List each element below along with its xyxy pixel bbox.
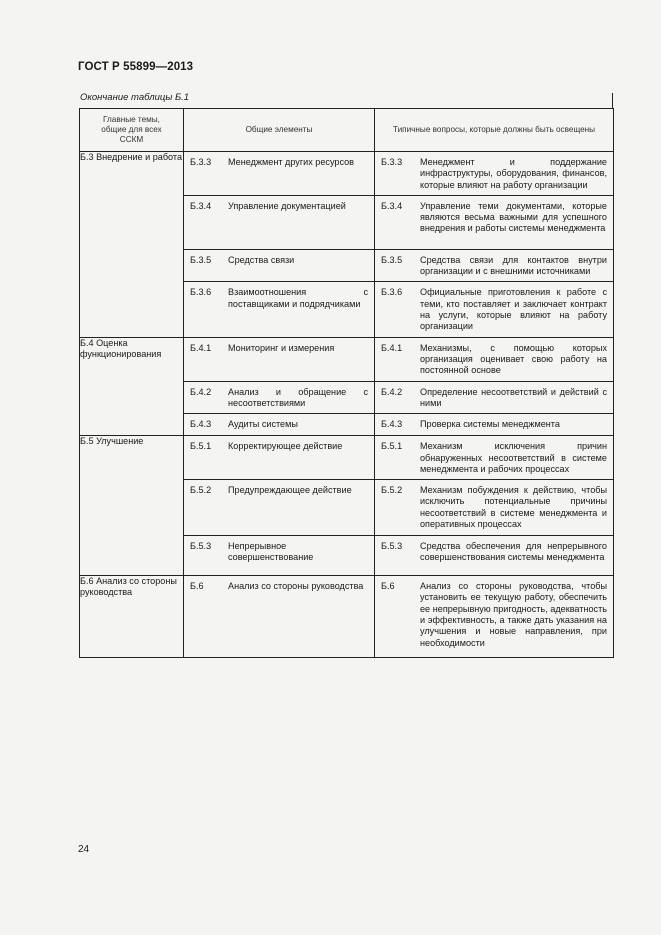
theme-cell	[80, 152, 184, 338]
element-entry	[184, 480, 374, 500]
question-code: Б.4.3	[381, 419, 403, 430]
caption-rule	[612, 93, 613, 108]
question-entry	[375, 250, 613, 282]
element-cell	[184, 282, 375, 337]
question-text: Официальные приготовления к работе с теми, кто поставляет и заключает контракт на услуги, которые влияют на работу организации	[420, 287, 607, 332]
element-text: Анализ со стороны руководства	[228, 581, 364, 592]
question-cell	[375, 152, 614, 196]
element-entry	[184, 338, 374, 358]
element-cell	[184, 381, 375, 414]
element-cell	[184, 152, 375, 196]
column-header-questions: Типичные вопросы, которые должны быть освещены	[375, 109, 614, 152]
theme-cell	[80, 436, 184, 576]
element-cell	[184, 414, 375, 436]
table-header-row	[80, 109, 614, 152]
element-code: Б.3.5	[190, 254, 212, 265]
question-entry	[375, 196, 613, 239]
question-text: Механизмы, с помощью которых организация оценивает свою работу на постоянной основе	[420, 342, 607, 376]
question-entry	[375, 480, 613, 534]
table-row	[80, 436, 614, 480]
question-entry	[375, 436, 613, 479]
theme-label: Б.3 Внедрение и работа	[80, 152, 183, 162]
element-code: Б.4.1	[190, 342, 212, 353]
table-row	[80, 576, 614, 658]
question-code: Б.3.5	[381, 254, 403, 265]
page-number: 24	[78, 844, 90, 855]
element-cell	[184, 249, 375, 282]
element-code: Б.6	[190, 581, 204, 592]
element-cell	[184, 536, 375, 576]
element-code: Б.5.1	[190, 441, 212, 452]
element-text: Непрерывное совершенствование	[228, 541, 314, 563]
element-text: Аудиты системы	[228, 419, 298, 430]
question-text: Средства связи для контактов внутри организации и с внешними источниками	[420, 254, 607, 277]
question-code: Б.5.1	[381, 441, 403, 452]
question-cell	[375, 536, 614, 576]
element-text: Предупреждающее действие	[228, 485, 352, 496]
element-code: Б.3.3	[190, 157, 212, 167]
question-text: Анализ со стороны руководства, чтобы установить ее текущую работу, обеспечить ее непрерывную пригодность, адекватность и эффективность, а также дать указания на улучшения и новые направления, при необходимости	[420, 581, 607, 648]
question-entry	[375, 382, 613, 414]
question-text: Проверка системы менеджмента	[420, 419, 560, 430]
element-cell	[184, 436, 375, 480]
table-body	[80, 152, 614, 658]
question-entry	[375, 414, 613, 434]
theme-cell	[80, 576, 184, 658]
question-cell	[375, 381, 614, 414]
element-entry	[184, 576, 374, 596]
question-entry	[375, 536, 613, 568]
question-text: Определение несоответствий и действий с ними	[420, 386, 607, 408]
question-text: Механизм исключения причин обнаруженных несоответствий в системе менеджмента и рабочих процессах	[420, 441, 607, 474]
question-code: Б.3.6	[381, 287, 403, 298]
requirements-table	[79, 108, 614, 658]
question-text: Средства обеспечения для непрерывного совершенствования системы менеджмента	[420, 541, 607, 563]
question-entry	[375, 338, 613, 381]
element-entry	[184, 536, 374, 568]
theme-cell	[80, 337, 184, 436]
question-entry	[375, 152, 613, 195]
element-text: Анализ и обращение с несоответствиями	[228, 386, 368, 408]
question-code: Б.5.3	[381, 541, 403, 552]
element-text: Управление документацией	[228, 200, 346, 211]
element-entry	[184, 152, 374, 172]
element-text: Менеджмент других ресурсов	[228, 157, 355, 167]
question-cell	[375, 436, 614, 480]
element-entry	[184, 436, 374, 456]
element-text: Мониторинг и измерения	[228, 342, 335, 353]
element-entry	[184, 414, 374, 434]
question-code: Б.4.2	[381, 386, 403, 397]
question-cell	[375, 480, 614, 536]
element-text: Корректирующее действие	[228, 441, 343, 452]
element-text: Средства связи	[228, 254, 295, 265]
element-cell	[184, 195, 375, 249]
element-code: Б.5.2	[190, 485, 212, 496]
theme-label: Б.6 Анализ со стороны руководства	[80, 576, 177, 598]
element-cell	[184, 337, 375, 381]
document-header: ГОСТ Р 55899—2013	[78, 61, 194, 73]
theme-label: Б.4 Оценка функционирования	[80, 337, 162, 359]
question-code: Б.4.1	[381, 342, 403, 353]
element-code: Б.3.6	[190, 287, 212, 298]
question-cell	[375, 195, 614, 249]
question-cell	[375, 576, 614, 658]
table-row	[80, 152, 614, 196]
element-text: Взаимоотношения с поставщиками и подрядчиками	[228, 287, 368, 309]
question-cell	[375, 282, 614, 337]
table-caption: Окончание таблицы Б.1	[80, 92, 190, 103]
element-entry	[184, 250, 374, 270]
element-code: Б.4.2	[190, 386, 212, 397]
element-cell	[184, 576, 375, 658]
element-entry	[184, 382, 374, 414]
question-entry	[375, 576, 613, 653]
question-code: Б.6	[381, 581, 395, 592]
question-code: Б.3.4	[381, 200, 403, 211]
question-entry	[375, 282, 613, 336]
question-code: Б.5.2	[381, 485, 403, 496]
theme-label: Б.5 Улучшение	[80, 436, 144, 447]
element-cell	[184, 480, 375, 536]
question-text: Менеджмент и поддержание инфраструктуры, оборудования, финансов, которые влияют на работу организации	[420, 157, 607, 190]
question-cell	[375, 249, 614, 282]
question-cell	[375, 414, 614, 436]
element-entry	[184, 196, 374, 216]
element-code: Б.4.3	[190, 419, 212, 430]
question-code: Б.3.3	[381, 157, 403, 167]
table-row	[80, 337, 614, 381]
column-header-elements: Общие элементы	[184, 109, 375, 152]
element-entry	[184, 282, 374, 314]
question-text: Управление теми документами, которые являются весьма важными для успешного внедрения и работы системы менеджмента	[420, 200, 607, 234]
element-code: Б.5.3	[190, 541, 212, 552]
question-text: Механизм побуждения к действию, чтобы исключить потенциальные причины несоответствий в системе менеджмента и оперативных процессах	[420, 485, 607, 530]
column-header-themes: Главные темы, общие для всех ССКМ	[80, 109, 184, 152]
element-code: Б.3.4	[190, 200, 212, 211]
question-cell	[375, 337, 614, 381]
